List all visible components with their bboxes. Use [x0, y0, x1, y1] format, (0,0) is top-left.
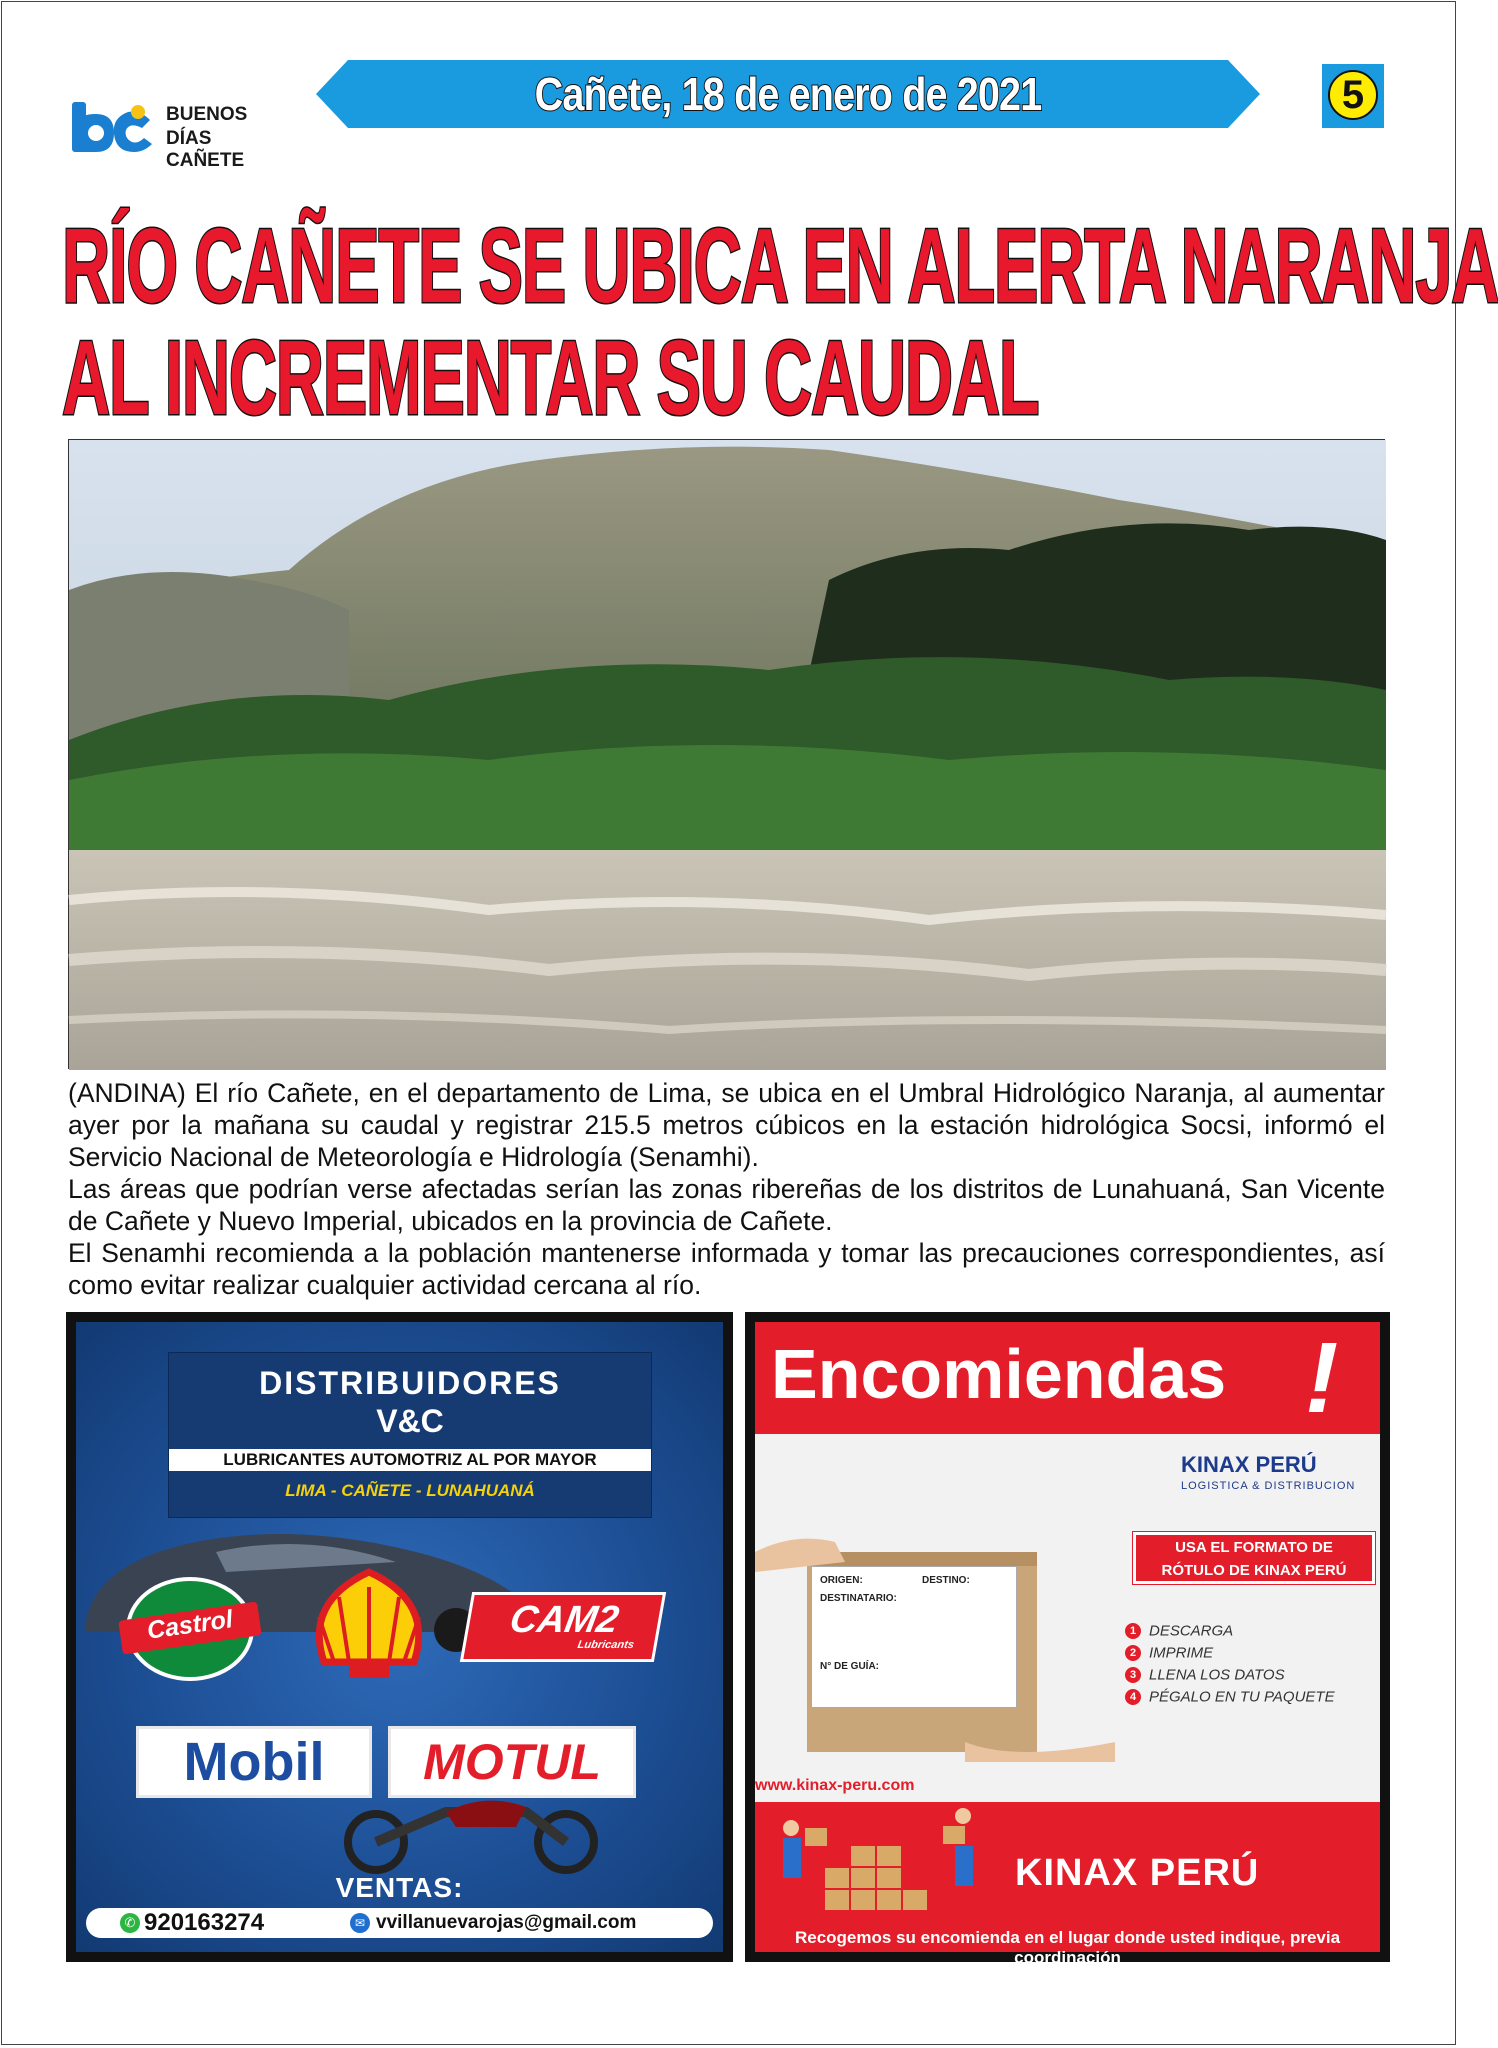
- step-label: DESCARGA: [1149, 1622, 1234, 1640]
- shell-logo-icon: [304, 1562, 434, 1682]
- castrol-text: Castrol: [145, 1605, 235, 1645]
- ad-distribuidores-vc: [66, 1312, 733, 1962]
- motul-text: MOTUL: [423, 1734, 601, 1790]
- ad-tagline: LUBRICANTES AUTOMOTRIZ AL POR MAYOR: [169, 1449, 651, 1471]
- ad-header-band: [755, 1322, 1380, 1434]
- article-paragraph-1: (ANDINA) El río Cañete, en el departamento de Lima, se ubica en el Umbral Hidrológico Naranja, al aumentar ayer por la mañana su caudal y registrar 215.5 metros cúbicos en la estación hidrológica Socsi, informó el Servicio Nacional de Meteorología e Hidrología (Senamhi).: [68, 1078, 1385, 1172]
- issue-date: Cañete, 18 de enero de 2021: [534, 68, 1042, 120]
- label-guia: N° DE GUÍA:: [820, 1661, 879, 1672]
- format-callout-line-1: USA EL FORMATO DE: [1175, 1539, 1333, 1556]
- motul-logo: [388, 1726, 636, 1798]
- page-number-badge: [1322, 64, 1384, 128]
- step-label: LLENA LOS DATOS: [1149, 1666, 1285, 1684]
- page-number: 5: [1328, 70, 1378, 120]
- email-icon: ✉: [350, 1913, 370, 1933]
- label-destinatario: DESTINATARIO:: [820, 1593, 897, 1604]
- step-item: 2 IMPRIME: [1125, 1644, 1335, 1666]
- article-body: [68, 1077, 1385, 1301]
- step-item: 3 LLENA LOS DATOS: [1125, 1666, 1335, 1688]
- newspaper-logo: [72, 96, 292, 171]
- headline-line-2: AL INCREMENTAR SU CAUDAL: [62, 319, 1039, 437]
- logo-text-dias-canete: DÍAS CAÑETE: [166, 128, 245, 171]
- label-destino: DESTINO:: [922, 1575, 970, 1586]
- ad-title-box: [168, 1352, 652, 1518]
- label-origen: ORIGEN:: [820, 1575, 863, 1586]
- step-label: PÉGALO EN TU PAQUETE: [1149, 1688, 1335, 1706]
- delivery-workers-image: [765, 1808, 985, 1920]
- format-callout: [1133, 1532, 1375, 1584]
- motorcycle-image: [336, 1792, 616, 1872]
- cam2-logo: [460, 1592, 666, 1662]
- step-item: 1 DESCARGA: [1125, 1622, 1335, 1644]
- website-url: www.kinax-peru.com: [755, 1777, 915, 1794]
- headline: [62, 207, 1498, 437]
- ventas-label: VENTAS:: [335, 1872, 464, 1903]
- steps-list: [1125, 1622, 1335, 1710]
- castrol-logo: [126, 1577, 254, 1681]
- cam2-text: CAM2: [506, 1599, 622, 1641]
- date-banner: [316, 60, 1260, 128]
- format-callout-line-2: RÓTULO DE KINAX PERÚ: [1161, 1562, 1347, 1579]
- mobil-logo: [136, 1726, 372, 1798]
- exclamation-mark: !: [1305, 1322, 1339, 1434]
- step-item: 4 PÉGALO EN TU PAQUETE: [1125, 1688, 1335, 1710]
- article-paragraph-2: Las áreas que podrían verse afectadas serían las zonas ribereñas de los distritos de Lunahuaná, San Vicente de Cañete y Nuevo Imperial, ubicados en la provincia de Cañete.: [68, 1174, 1385, 1236]
- ad-title: DISTRIBUIDORES: [259, 1365, 561, 1401]
- river-photo: [68, 439, 1385, 1069]
- ad-title: Encomiendas: [771, 1335, 1227, 1413]
- contact-bar: [86, 1908, 713, 1938]
- step-label: IMPRIME: [1149, 1644, 1214, 1662]
- ad-encomiendas-kinax: [745, 1312, 1390, 1967]
- phone-number: 920163274: [144, 1909, 265, 1936]
- bc-logo-icon: [72, 100, 158, 156]
- ad-subtitle: V&C: [376, 1403, 444, 1439]
- shipping-label: [811, 1566, 1017, 1708]
- email-address: vvillanuevarojas@gmail.com: [376, 1912, 637, 1933]
- kinax-brand-large: KINAX PERÚ: [1015, 1852, 1260, 1894]
- ad-footer-band: [755, 1802, 1380, 1967]
- whatsapp-icon: ✆: [120, 1913, 140, 1933]
- logo-text-buenos: BUENOS: [166, 104, 248, 125]
- river-landscape-image: [69, 440, 1386, 1070]
- article-paragraph-3: El Senamhi recomienda a la población mantenerse informada y tomar las precauciones correspondientes, así como evitar realizar cualquier actividad cercana al río.: [68, 1238, 1385, 1300]
- kinax-brand-tagline: LOGISTICA & DISTRIBUCION: [1181, 1480, 1356, 1492]
- pickup-notice: Recogemos su encomienda en el lugar donde usted indique, previa coordinación: [794, 1928, 1341, 1967]
- cam2-sub-text: Lubricants: [576, 1639, 635, 1651]
- headline-line-1: RÍO CAÑETE SE UBICA EN ALERTA NARANJA: [62, 207, 1498, 325]
- kinax-brand-small: KINAX PERÚ: [1181, 1452, 1317, 1477]
- mobil-text: Mobil: [183, 1732, 325, 1792]
- ad-cities: LIMA - CAÑETE - LUNAHUANÁ: [285, 1481, 535, 1500]
